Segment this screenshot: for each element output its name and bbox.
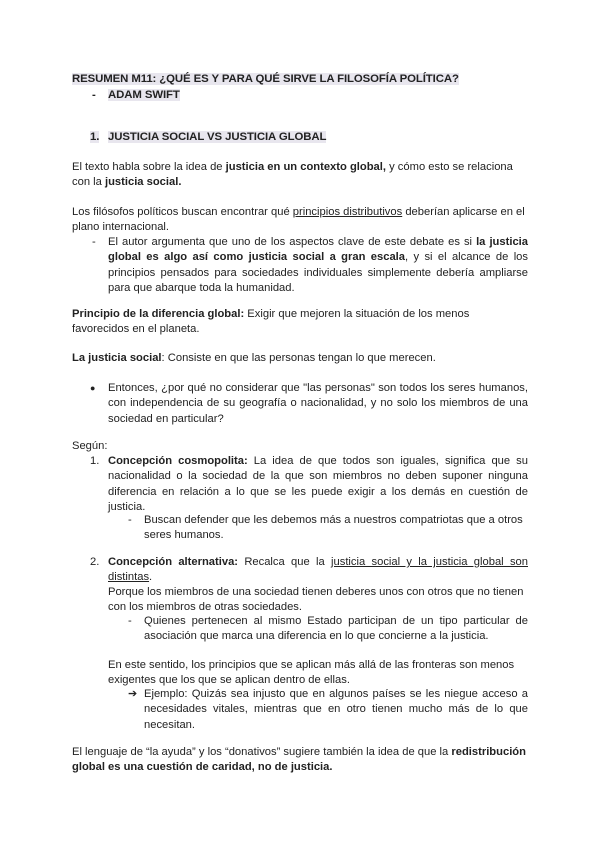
item1-sub: Buscan defender que les debemos más a nuestros compatriotas que a otros seres humanos.	[144, 514, 523, 542]
author-bullet: -	[92, 89, 96, 101]
item1-cosmopolitan: Concepción cosmopolita: La idea de que todos son iguales, significa que su nacionalidad o la sociedad de la que son miembros no deben suponer ninguna diferencia en relación a lo que se les puede exigir a los demás en cuestión de justicia.	[108, 455, 529, 513]
section-number: 1.	[90, 131, 100, 143]
example-arrow-item: Ejemplo: Quizás sea injusto que en algunos países se les niegue acceso a necesidades vitales, mientras que en otro tienen mucho más de lo que necesitan.	[144, 688, 528, 731]
intro-paragraph: El texto habla sobre la idea de justicia en un contexto global, y cómo esto se relaciona con la justicia social.	[72, 161, 513, 189]
item1-sub-marker: -	[128, 514, 132, 526]
question-bullet: Entonces, ¿por qué no considerar que "las personas" son todos los seres humanos, con independencia de su geografía o nacionalidad, y no solo los miembros de una sociedad en particular?	[108, 382, 528, 425]
item2-sub: Quienes pertenecen al mismo Estado participan de un tipo particular de asociación que marca una diferencia en lo que concierne a la justicia.	[144, 615, 528, 643]
bullet-marker: ●	[90, 383, 96, 393]
arrow-icon: ➔	[128, 688, 138, 700]
segun-label: Según:	[72, 440, 108, 452]
philosophers-paragraph: Los filósofos políticos buscan encontrar qué principios distributivos deberían aplicarse en el plano internacional.	[72, 206, 525, 234]
final-paragraph: El lenguaje de “la ayuda” y los “donativos” sugiere también la idea de que la redistribución global es una cuestión de caridad, no de justicia.	[72, 746, 526, 774]
author-argument: El autor argumenta que uno de los aspectos clave de este debate es si la justicia global es algo así como justicia social a gran escala, y si el alcance de los principios pensados para sociedades individuales simplemente debería ampliarse para que abarque toda la humanidad.	[108, 236, 528, 294]
dash-marker: -	[92, 236, 96, 248]
item2-sub-marker: -	[128, 615, 132, 627]
principle-paragraph: Principio de la diferencia global: Exigir que mejoren la situación de los menos favorecidos en el planeta.	[72, 308, 470, 336]
document-title: RESUMEN M11: ¿QUÉ ES Y PARA QUÉ SIRVE LA FILOSOFÍA POLÍTICA?	[72, 73, 459, 85]
social-justice-paragraph: La justicia social: Consiste en que las personas tengan lo que merecen.	[72, 352, 436, 364]
item2-number: 2.	[90, 556, 100, 568]
section-heading: JUSTICIA SOCIAL VS JUSTICIA GLOBAL	[108, 131, 327, 143]
author-name: ADAM SWIFT	[108, 89, 180, 101]
item1-number: 1.	[90, 455, 100, 467]
item2-sense-paragraph: En este sentido, los principios que se aplican más allá de las fronteras son menos exigentes que los que se aplican dentro de ellas.	[108, 659, 515, 687]
item2-alternative: Concepción alternativa: Recalca que la justicia social y la justicia global son distintas.	[108, 556, 528, 584]
item2-reason: Porque los miembros de una sociedad tienen deberes unos con otros que no tienen con los miembros de otras sociedades.	[108, 586, 524, 614]
